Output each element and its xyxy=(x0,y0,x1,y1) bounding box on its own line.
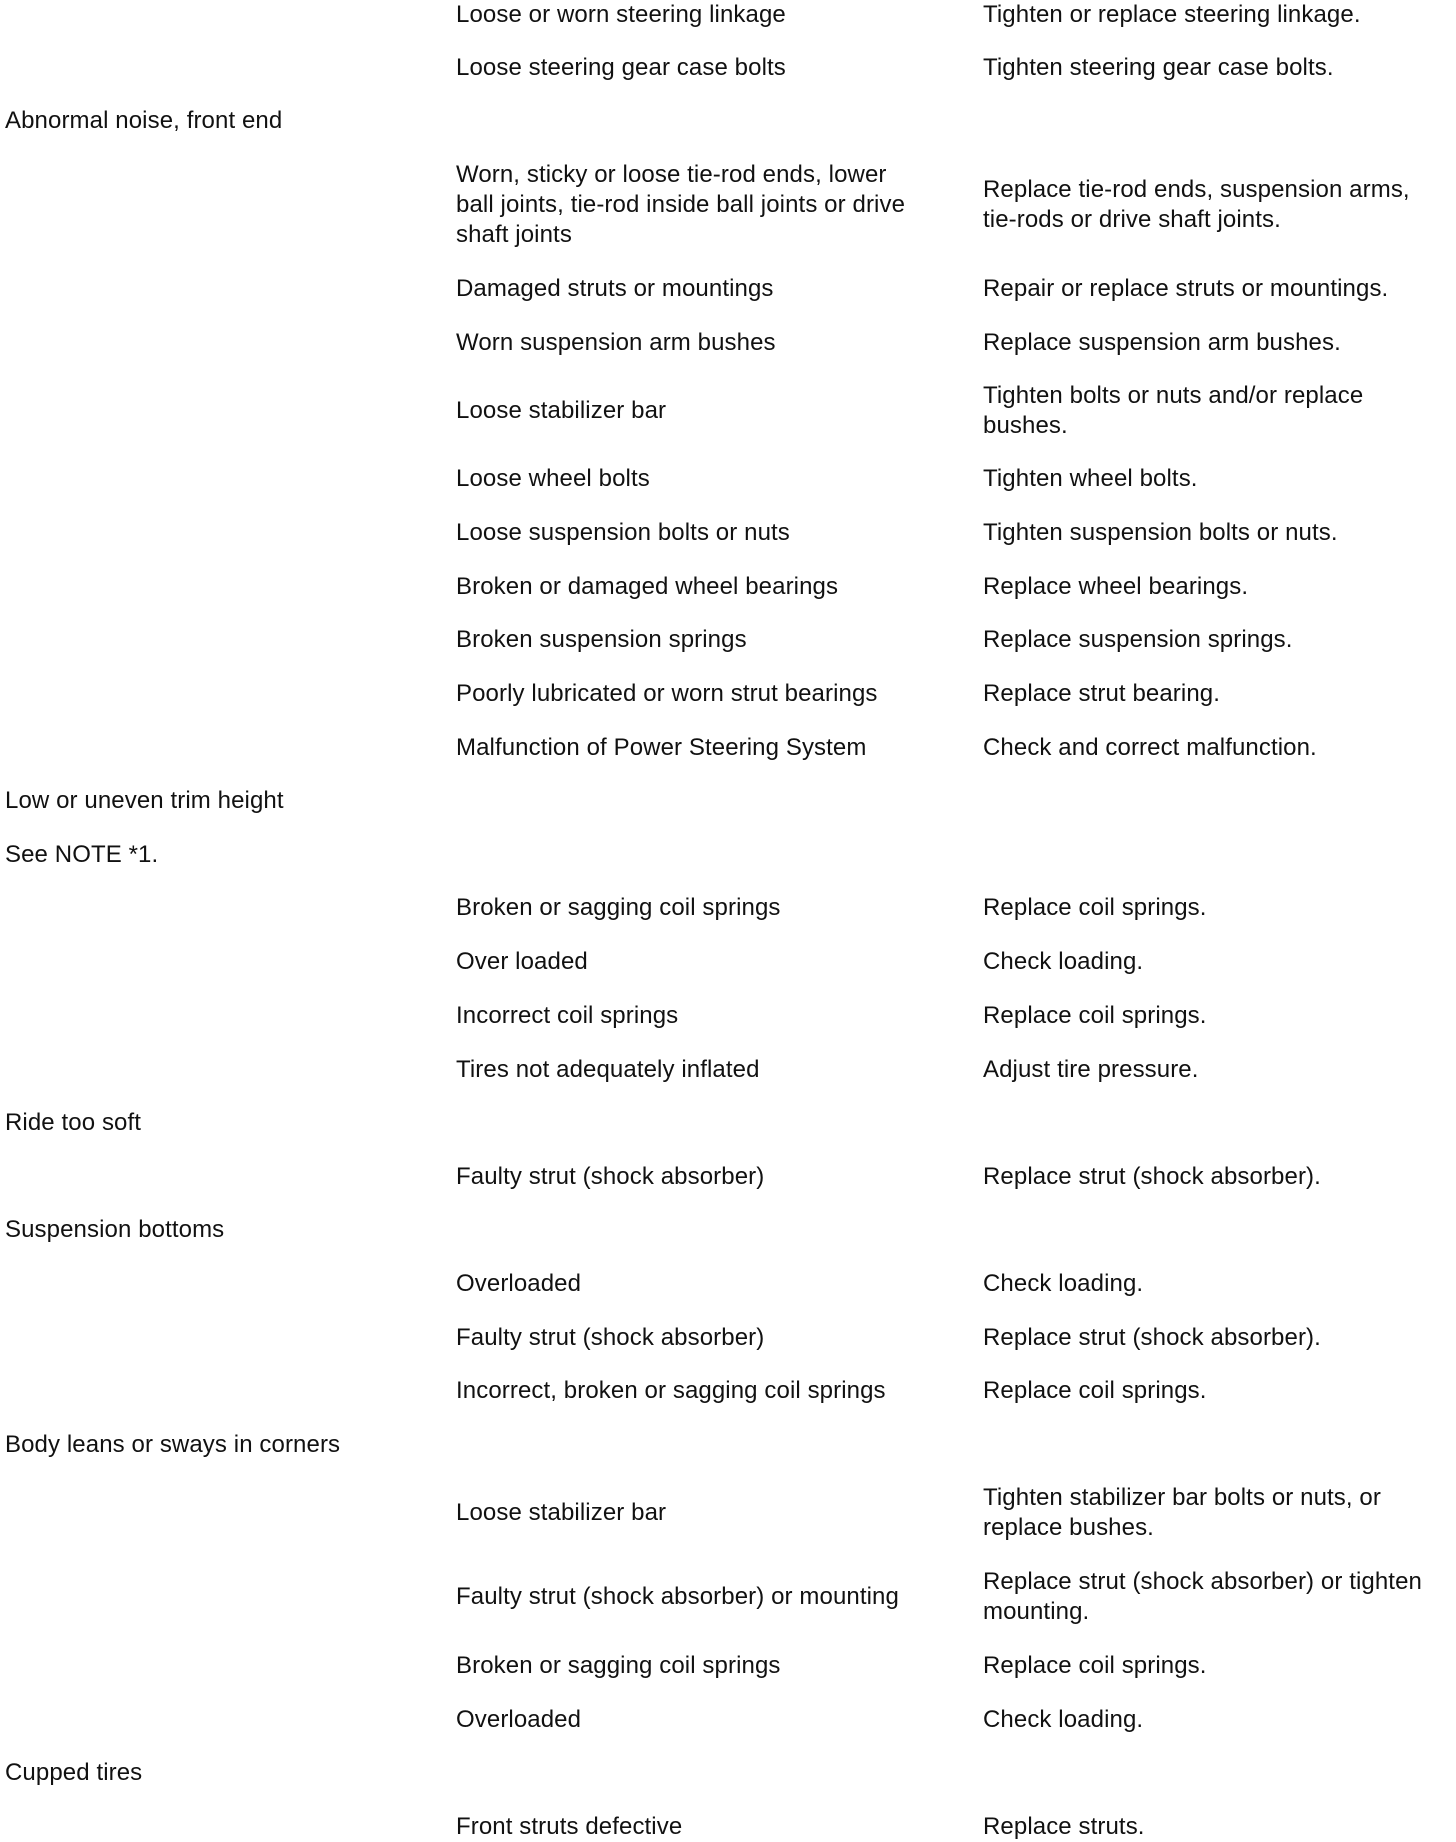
remedy-text: Tighten bolts or nuts and/or replace bushes. xyxy=(983,382,1364,439)
remedy-text: Replace tie-rod ends, suspension arms, tie-rods or drive shaft joints. xyxy=(983,176,1410,233)
remedy-text: Tighten suspension bolts or nuts. xyxy=(983,519,1338,546)
remedy-text: Replace suspension springs. xyxy=(983,626,1293,653)
symptom-note: See NOTE *1. xyxy=(5,841,159,868)
cause-text: Faulty strut (shock absorber) or mounting xyxy=(456,1583,899,1610)
remedy-text: Replace strut (shock absorber). xyxy=(983,1324,1321,1351)
cause-text: Loose wheel bolts xyxy=(456,465,650,492)
cause-text: Incorrect coil springs xyxy=(456,1002,679,1029)
remedy-text: Tighten wheel bolts. xyxy=(983,465,1198,492)
cause-text: Loose stabilizer bar xyxy=(456,397,667,424)
cause-text: Faulty strut (shock absorber) xyxy=(456,1324,765,1351)
cause-text: Over loaded xyxy=(456,948,588,975)
cause-text: Incorrect, broken or sagging coil springs xyxy=(456,1377,886,1404)
remedy-text: Check loading. xyxy=(983,948,1144,975)
cause-text: Damaged struts or mountings xyxy=(456,275,774,302)
cause-text: Front struts defective xyxy=(456,1813,683,1840)
cause-text: Broken or damaged wheel bearings xyxy=(456,573,839,600)
cause-text: Loose steering gear case bolts xyxy=(456,54,786,81)
cause-text: Broken or sagging coil springs xyxy=(456,1652,781,1679)
remedy-text: Tighten stabilizer bar bolts or nuts, or replace bushes. xyxy=(983,1484,1381,1541)
remedy-text: Tighten steering gear case bolts. xyxy=(983,54,1334,81)
cause-text: Tires not adequately inflated xyxy=(456,1056,760,1083)
cause-text: Faulty strut (shock absorber) xyxy=(456,1163,765,1190)
remedy-text: Replace coil springs. xyxy=(983,1002,1207,1029)
cause-text: Overloaded xyxy=(456,1706,582,1733)
symptom-text: Body leans or sways in corners xyxy=(5,1431,341,1458)
remedy-text: Replace wheel bearings. xyxy=(983,573,1249,600)
remedy-text: Repair or replace struts or mountings. xyxy=(983,275,1389,302)
symptom-text: Abnormal noise, front end xyxy=(5,107,283,134)
remedy-text: Replace struts. xyxy=(983,1813,1145,1840)
symptom-text: Suspension bottoms xyxy=(5,1216,225,1243)
symptom-text: Low or uneven trim height xyxy=(5,787,284,814)
remedy-text: Replace suspension arm bushes. xyxy=(983,329,1341,356)
remedy-text: Replace coil springs. xyxy=(983,1652,1207,1679)
cause-text: Loose suspension bolts or nuts xyxy=(456,519,790,546)
symptom-text: Ride too soft xyxy=(5,1109,142,1136)
remedy-text: Tighten or replace steering linkage. xyxy=(983,1,1361,28)
cause-text: Overloaded xyxy=(456,1270,582,1297)
cause-text: Loose or worn steering linkage xyxy=(456,1,786,28)
cause-text: Poorly lubricated or worn strut bearings xyxy=(456,680,878,707)
remedy-text: Check loading. xyxy=(983,1270,1144,1297)
cause-text: Loose stabilizer bar xyxy=(456,1499,667,1526)
cause-text: Malfunction of Power Steering System xyxy=(456,734,867,761)
cause-text: Worn, sticky or loose tie-rod ends, lower ball joints, tie-rod inside ball joints or drive shaft joints xyxy=(456,161,906,248)
remedy-text: Replace coil springs. xyxy=(983,1377,1207,1404)
symptom-text: Cupped tires xyxy=(5,1759,143,1786)
cause-text: Worn suspension arm bushes xyxy=(456,329,776,356)
remedy-text: Adjust tire pressure. xyxy=(983,1056,1199,1083)
remedy-text: Replace strut bearing. xyxy=(983,680,1220,707)
cause-text: Broken suspension springs xyxy=(456,626,747,653)
remedy-text: Replace strut (shock absorber) or tighten mounting. xyxy=(983,1568,1422,1625)
remedy-text: Check and correct malfunction. xyxy=(983,734,1317,761)
remedy-text: Replace coil springs. xyxy=(983,894,1207,921)
remedy-text: Check loading. xyxy=(983,1706,1144,1733)
cause-text: Broken or sagging coil springs xyxy=(456,894,781,921)
remedy-text: Replace strut (shock absorber). xyxy=(983,1163,1321,1190)
